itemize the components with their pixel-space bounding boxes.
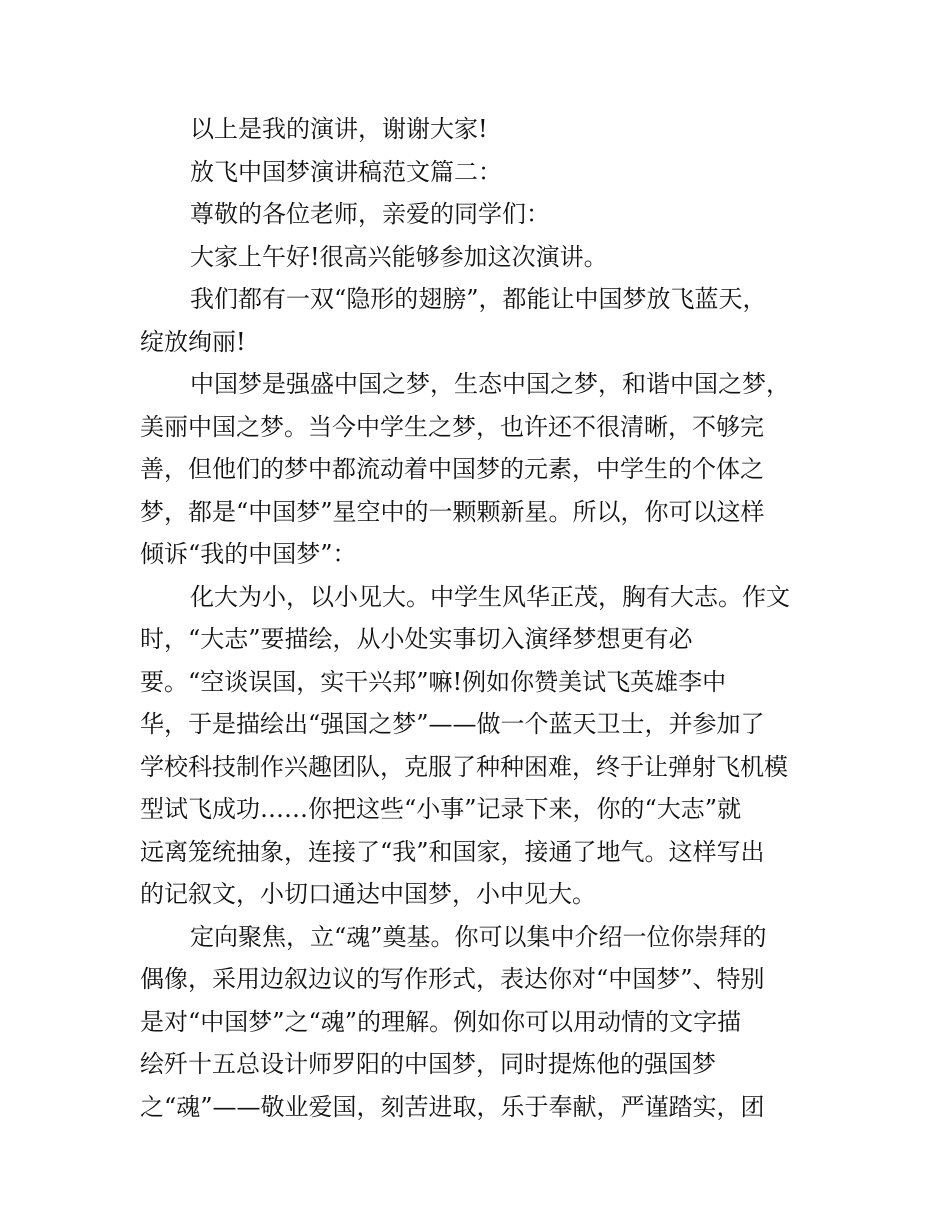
text-line: 美丽中国之梦。当今中学生之梦，也许还不很清晰，不够完 [140, 412, 764, 441]
text-line: 尊敬的各位老师，亲爱的同学们： [190, 200, 550, 228]
text-line: 梦，都是“中国梦”星空中的一颗颗新星。所以，你可以这样 [140, 497, 765, 526]
text-line: 华，于是描绘出“强国之梦”——做一个蓝天卫士，并参加了 [140, 710, 765, 738]
text-line: 型试飞成功……你把这些“小事”记录下来，你的“大志”就 [140, 795, 742, 823]
text-line: 远离笼统抽象，连接了“我”和国家，接通了地气。这样写出 [140, 837, 765, 866]
text-line: 中国梦是强盛中国之梦，生态中国之梦，和谐中国之梦， [190, 370, 790, 398]
text-line: 我们都有一双“隐形的翅膀”，都能让中国梦放飞蓝天， [190, 285, 767, 313]
speech-text [140, 108, 820, 1128]
text-line: 要。“空谈误国，实干兴邦”嘛!例如你赞美试飞英雄李中 [140, 667, 727, 696]
text-line: 大家上午好!很高兴能够参加这次演讲。 [190, 242, 608, 271]
section-heading: 放飞中国梦演讲稿范文篇二： [190, 157, 502, 186]
text-line: 倾诉“我的中国梦”： [140, 540, 357, 568]
text-line: 学校科技制作兴趣团队，克服了种种困难，终于让弹射飞机模 [140, 752, 788, 781]
text-line: 时，“大志”要描绘，从小处实事切入演绎梦想更有必 [140, 625, 693, 653]
text-line: 之“魂”——敬业爱国，刻苦进取，乐于奉献，严谨踏实，团 [140, 1092, 765, 1121]
text-line: 以上是我的演讲，谢谢大家! [190, 115, 488, 143]
text-line: 是对“中国梦”之“魂”的理解。例如你可以用动情的文字描 [140, 1007, 742, 1036]
text-line: 化大为小，以小见大。中学生风华正茂，胸有大志。作文 [190, 582, 790, 611]
text-line: 定向聚焦，立“魂”奠基。你可以集中介绍一位你崇拜的 [190, 922, 767, 951]
text-line: 绘歼十五总设计师罗阳的中国梦，同时提炼他的强国梦 [140, 1050, 716, 1078]
text-line: 偶像，采用边叙边议的写作形式，表达你对“中国梦”、特别 [140, 965, 765, 993]
text-line: 善，但他们的梦中都流动着中国梦的元素，中学生的个体之 [140, 455, 764, 483]
text-line: 的记叙文，小切口通达中国梦，小中见大。 [140, 880, 596, 908]
text-line: 绽放绚丽! [140, 327, 246, 356]
